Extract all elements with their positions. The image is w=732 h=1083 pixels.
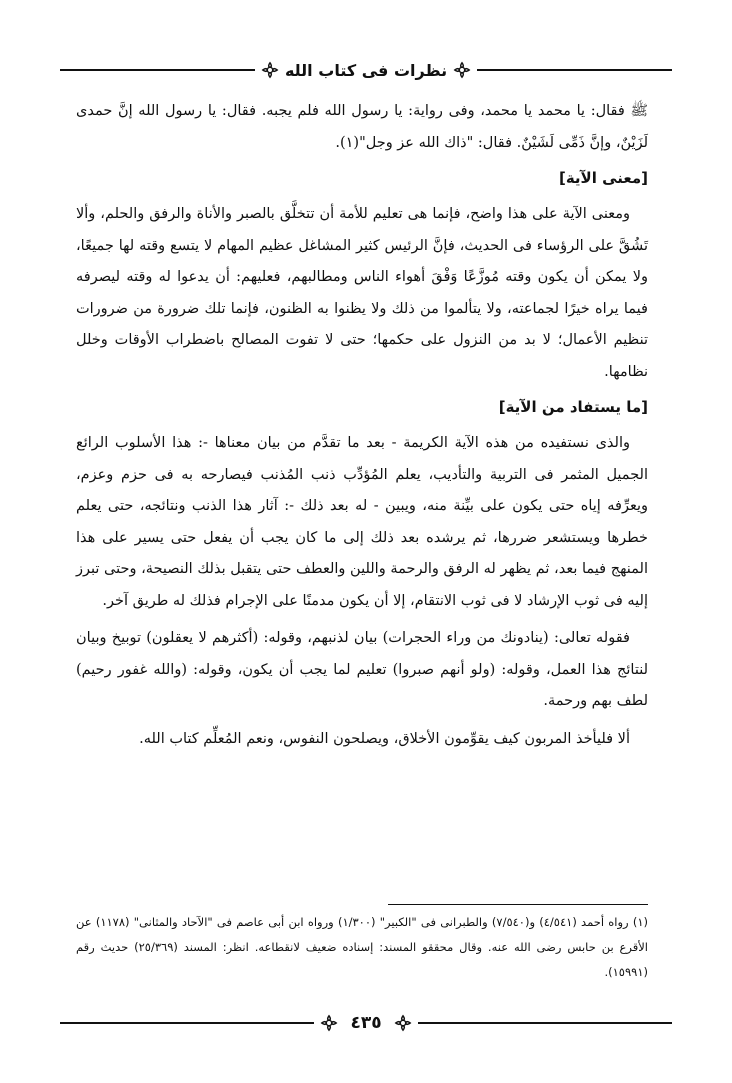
paragraph: فقوله تعالى: (ينادونك من وراء الحجرات) بيان لذنبهم، وقوله: (أكثرهم لا يعقلون) توبيخ وبيان لنتائج هذا العمل، وقوله: (ولو أنهم صبروا) تعليم لما يجب أن يكون، وقوله: (والله غفور رحيم) لطف بهم ورحمة. <box>76 630 648 709</box>
header-rule-right <box>477 69 672 71</box>
running-header <box>60 56 672 84</box>
paragraph: ومعنى الآية على هذا واضح، فإنما هى تعليم للأمة أن تتخلَّق بالصبر والأناة والرفق والحلم، وألا تَشُقَّ على الرؤساء فى الحديث، فإنَّ الرئيس كثير المشاغل عظيم المهام لا يتسع وقته لها جميعًا، ولا يمكن أن يكون وقته مُوزَّعًا وَفْقَ أهواء الناس ومطالبهم، فعليهم: أن يدعوا له وقته ليصرفه فيما يراه خيرًا لجماعته، ولا يتألموا من ذلك ولا يظنوا به الظنون، فإنما تلك ضرورة من ضرورات تنظيم الأعمال؛ لا بد من النزول على حكمها؛ حتى لا تفوت المصالح باضطراب الأوقات وخلل نظامها. <box>76 206 648 380</box>
header-rule-left <box>60 69 255 71</box>
main-text <box>76 96 648 755</box>
page-footer <box>60 1008 672 1038</box>
paragraph: ألا فليأخذ المربون كيف يقوِّمون الأخلاق، ويصلحون النفوس، ونعم المُعلِّم كتاب الله. <box>139 730 630 747</box>
running-title: نظرات فى كتاب الله <box>284 60 448 80</box>
footer-rule-left <box>60 1022 314 1024</box>
footnote-rule <box>388 904 648 905</box>
floral-ornament-icon <box>394 1014 412 1032</box>
page-number: ٤٣٥ <box>350 1013 382 1033</box>
floral-ornament-icon <box>453 61 471 79</box>
footer-rule-right <box>418 1022 672 1024</box>
floral-ornament-icon <box>320 1014 338 1032</box>
paragraph: والذى نستفيده من هذه الآية الكريمة - بعد ما تقدَّم من بيان معناها -: هذا الأسلوب الرائع الجميل المثمر فى التربية والتأديب، يعلم المُؤدِّب ذنب المُذنب فيصارحه به فى حزم وعزم، ويعرِّفه إياه حتى يكون على بيِّنة منه، ويبين - له بعد ذلك -: آثار هذا الذنب ونتائجه، حتى يعلم خطرها ويستشعر ضررها، ثم يرشده بعد ذلك إلى ما كان يجب أن يفعل حتى يسير على هذا المنهج فيما بعد، ثم يظهر له الرفق والرحمة واللين والعطف حتى يتقبل بذلك النصيحة، وحتى تبرز إليه فى ثوب الإرشاد لا فى ثوب الانتقام، إلا أن يكون مدمنًا على الإجرام فذلك له طريق آخر. <box>76 435 648 609</box>
footnote <box>76 910 648 985</box>
paragraph: ﷺ فقال: يا محمد يا محمد، وفى رواية: يا رسول الله فلم يجبه. فقال: يا رسول الله إنَّ حمدى لَزَيْنٌ، وإنَّ ذَمِّى لَشَيْنٌ. فقال: "ذاك الله عز وجل"(١). <box>76 103 648 151</box>
section-heading: [معنى الآية] <box>558 169 648 187</box>
footnote-text: (١) رواه أحمد (٤/٥٤١) و(٧/٥٤٠) والطبرانى فى "الكبير" (١/٣٠٠) ورواه ابن أبى عاصم فى "الآحاد والمثانى" (١١٧٨) عن الأقرع بن حابس رضى الله عنه. وقال محققو المسند: إسناده ضعيف لانقطاعه. انظر: المسند (٢٥/٣٦٩) حديث رقم (١٥٩٩١). <box>76 915 648 979</box>
section-heading: [ما يستفاد من الآية] <box>498 398 648 416</box>
floral-ornament-icon <box>261 61 279 79</box>
